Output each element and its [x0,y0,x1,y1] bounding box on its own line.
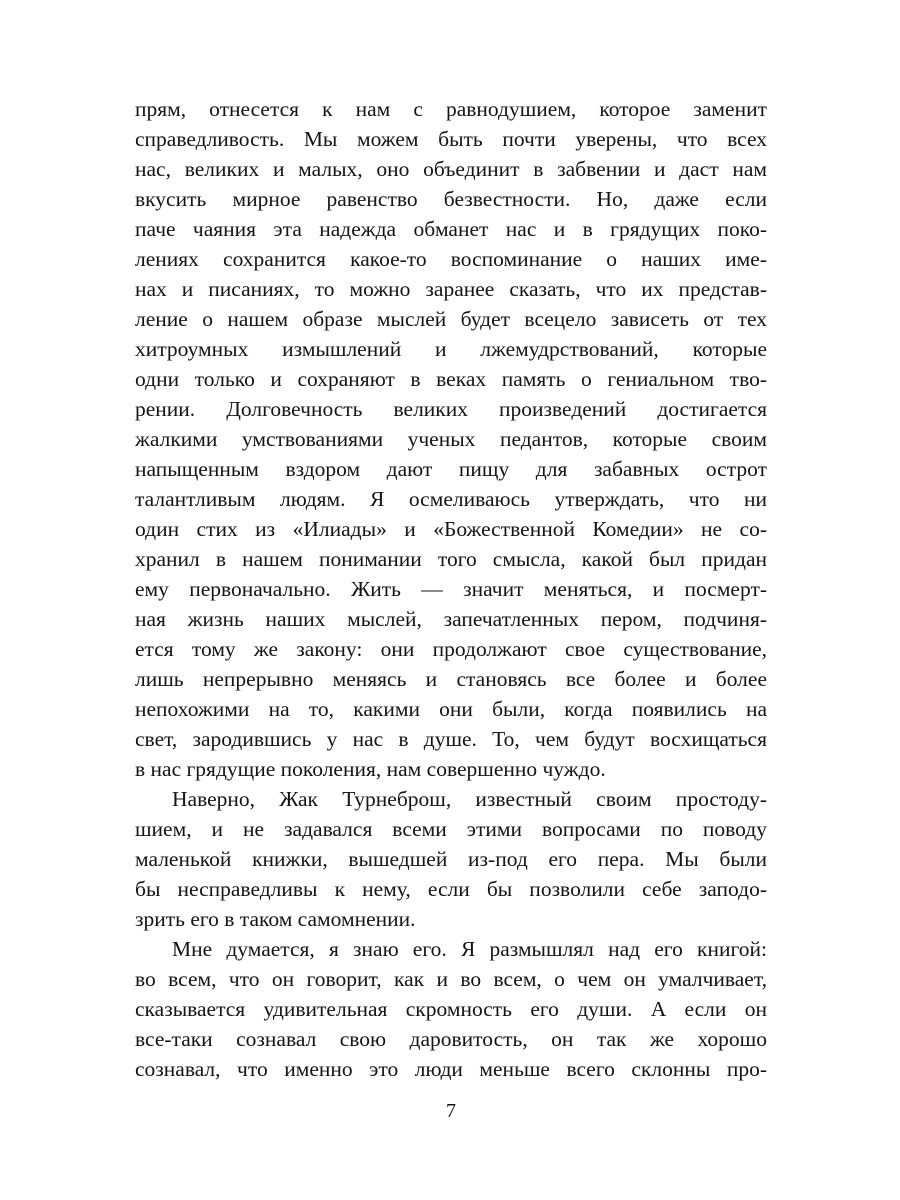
text-line: лениях сохранится какое-то воспоминание о наших име- [135,247,767,271]
text-line: хранил в нашем понимании того смысла, какой был придан [135,547,767,571]
text-line: ление о нашем образе мыслей будет всецело зависеть от тех [135,307,767,331]
text-line: в нас грядущие поколения, нам совершенно чуждо. [135,757,606,781]
text-line: талантливым людям. Я осмеливаюсь утверждать, что ни [135,487,767,511]
text-line: все-таки сознавал свою даровитость, он так же хорошо [135,1027,767,1051]
text-line: свет, зародившись у нас в душе. То, чем будут восхищаться [135,727,767,751]
text-line: справедливость. Мы можем быть почти уверены, что всех [135,127,767,151]
text-line: напыщенным вздором дают пищу для забавных острот [135,457,767,481]
text-line: сказывается удивительная скромность его души. А если он [135,997,767,1021]
page-number: 7 [446,1100,456,1122]
text-line: рении. Долговечность великих произведений достигается [135,397,767,421]
paragraph-1 [135,94,767,784]
paragraph-3 [135,934,767,1084]
text-line: один стих из «Илиады» и «Божественной Комедии» не со- [135,517,767,541]
text-line: жалкими умствованиями ученых педантов, которые своим [135,427,767,451]
text-line: маленькой книжки, вышедшей из-под его пера. Мы были [135,847,767,871]
text-line: нах и писаниях, то можно заранее сказать, что их представ- [135,277,767,301]
text-line: сознавал, что именно это люди меньше всего склонны про- [135,1057,767,1081]
text-line: во всем, что он говорит, как и во всем, о чем он умалчивает, [135,967,767,991]
text-line: зрить его в таком самомнении. [135,907,416,931]
text-line: лишь непрерывно меняясь и становясь все более и более [135,667,767,691]
text-line: ему первоначально. Жить — значит меняться, и посмерт- [135,577,767,601]
text-line: Мне думается, я знаю его. Я размышлял над его книгой: [172,937,767,961]
text-line: прям, отнесется к нам с равнодушием, которое заменит [135,97,767,121]
paragraph-2 [135,784,767,934]
text-line: нас, великих и малых, оно объединит в забвении и даст нам [135,157,767,181]
text-line: паче чаяния эта надежда обманет нас и в грядущих поко- [135,217,767,241]
text-line: ется тому же закону: они продолжают свое существование, [135,637,767,661]
text-line: вкусить мирное равенство безвестности. Но, даже если [135,187,767,211]
text-line: непохожими на то, какими они были, когда появились на [135,697,767,721]
text-line: хитроумных измышлений и лжемудрствований, которые [135,337,767,361]
text-line: ная жизнь наших мыслей, запечатленных пером, подчиня- [135,607,767,631]
text-line: бы несправедливы к нему, если бы позволили себе заподо- [135,877,767,901]
text-line: Наверно, Жак Турнеброш, известный своим простоду- [172,787,767,811]
text-line: шием, и не задавался всеми этими вопросами по поводу [135,817,767,841]
text-line: одни только и сохраняют в веках память о гениальном тво- [135,367,767,391]
page-text [135,94,767,1084]
